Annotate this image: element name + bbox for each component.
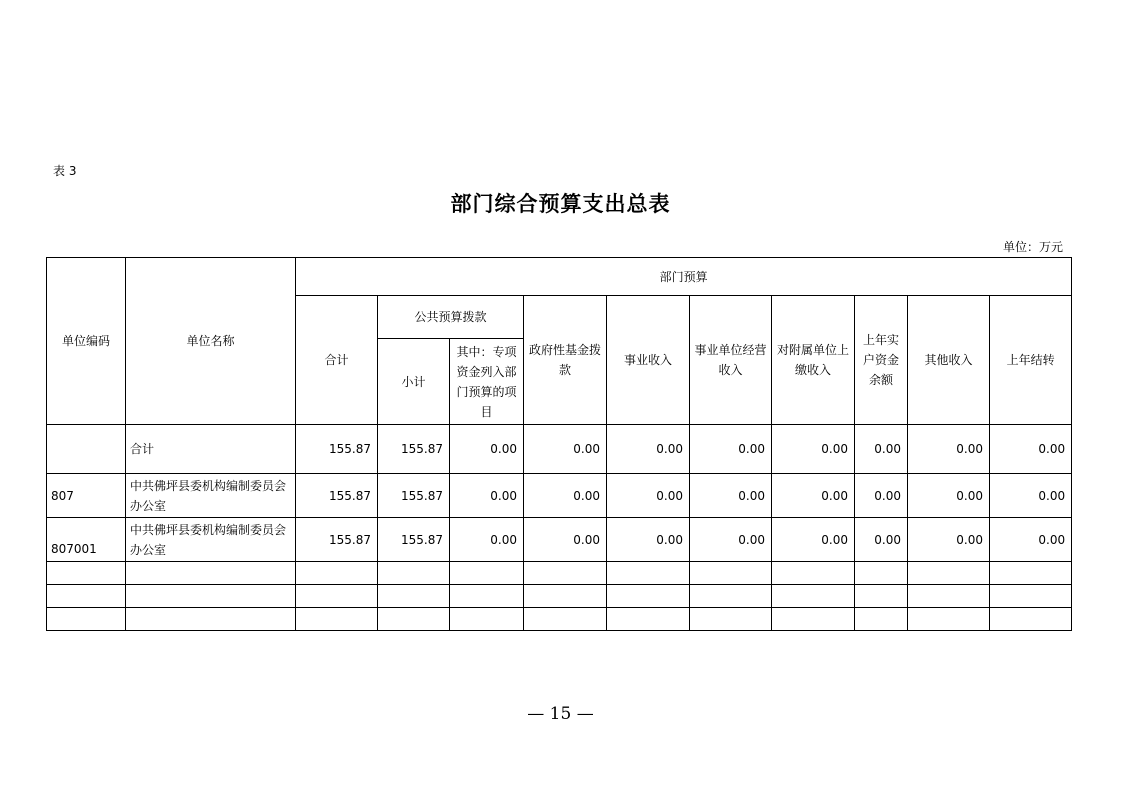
cell-value: 0.00	[772, 425, 855, 474]
cell-value: 0.00	[908, 474, 990, 518]
cell-value: 155.87	[378, 425, 450, 474]
cell-value: 0.00	[450, 474, 524, 518]
table-row	[47, 518, 1072, 562]
cell-value: 0.00	[855, 518, 908, 562]
cell-name: 中共佛坪县委机构编制委员会办公室	[126, 518, 296, 562]
cell-code: 807001	[47, 518, 126, 562]
cell-value: 0.00	[690, 474, 772, 518]
cell-value: 0.00	[990, 518, 1072, 562]
cell-code	[47, 425, 126, 474]
cell-value: 0.00	[855, 425, 908, 474]
cell-value: 0.00	[908, 425, 990, 474]
cell-value: 0.00	[855, 474, 908, 518]
header-other-income: 其他收入	[908, 296, 990, 425]
header-affiliate-income: 对附属单位上缴收入	[772, 296, 855, 425]
cell-value: 0.00	[450, 518, 524, 562]
header-last-year-balance: 上年实户资金余额	[855, 296, 908, 425]
header-carryover: 上年结转	[990, 296, 1072, 425]
table-row	[47, 474, 1072, 518]
cell-value: 0.00	[690, 518, 772, 562]
cell-value: 0.00	[607, 474, 690, 518]
header-gov-fund: 政府性基金拨款	[524, 296, 607, 425]
cell-value: 0.00	[772, 474, 855, 518]
header-name: 单位名称	[126, 258, 296, 425]
cell-name: 合计	[126, 425, 296, 474]
empty-row	[47, 562, 1072, 585]
header-business-unit-income: 事业单位经营收入	[690, 296, 772, 425]
cell-value: 0.00	[524, 425, 607, 474]
cell-value: 0.00	[607, 425, 690, 474]
header-dept-budget: 部门预算	[296, 258, 1072, 296]
cell-value: 155.87	[296, 474, 378, 518]
page-title: 部门综合预算支出总表	[450, 191, 671, 216]
empty-row	[47, 585, 1072, 608]
cell-value: 155.87	[296, 518, 378, 562]
cell-value: 0.00	[524, 474, 607, 518]
header-total: 合计	[296, 296, 378, 425]
cell-value: 0.00	[990, 425, 1072, 474]
cell-value: 0.00	[772, 518, 855, 562]
budget-table	[46, 257, 1072, 631]
cell-code: 807	[47, 474, 126, 518]
header-public-budget: 公共预算拨款	[378, 296, 524, 339]
cell-value: 0.00	[450, 425, 524, 474]
header-special: 其中：专项资金列入部门预算的项目	[450, 339, 524, 425]
cell-value: 0.00	[524, 518, 607, 562]
header-subtotal: 小计	[378, 339, 450, 425]
table-number: 表 3	[53, 164, 77, 178]
unit-label: 单位：万元	[1002, 240, 1063, 254]
cell-value: 0.00	[990, 474, 1072, 518]
header-code: 单位编码	[47, 258, 126, 425]
cell-value: 155.87	[296, 425, 378, 474]
table-row	[47, 425, 1072, 474]
cell-value: 155.87	[378, 474, 450, 518]
header-business-income: 事业收入	[607, 296, 690, 425]
cell-value: 0.00	[908, 518, 990, 562]
cell-value: 0.00	[607, 518, 690, 562]
empty-row	[47, 608, 1072, 631]
page-number: — 15 —	[527, 704, 594, 724]
cell-value: 0.00	[690, 425, 772, 474]
cell-name: 中共佛坪县委机构编制委员会办公室	[126, 474, 296, 518]
cell-value: 155.87	[378, 518, 450, 562]
